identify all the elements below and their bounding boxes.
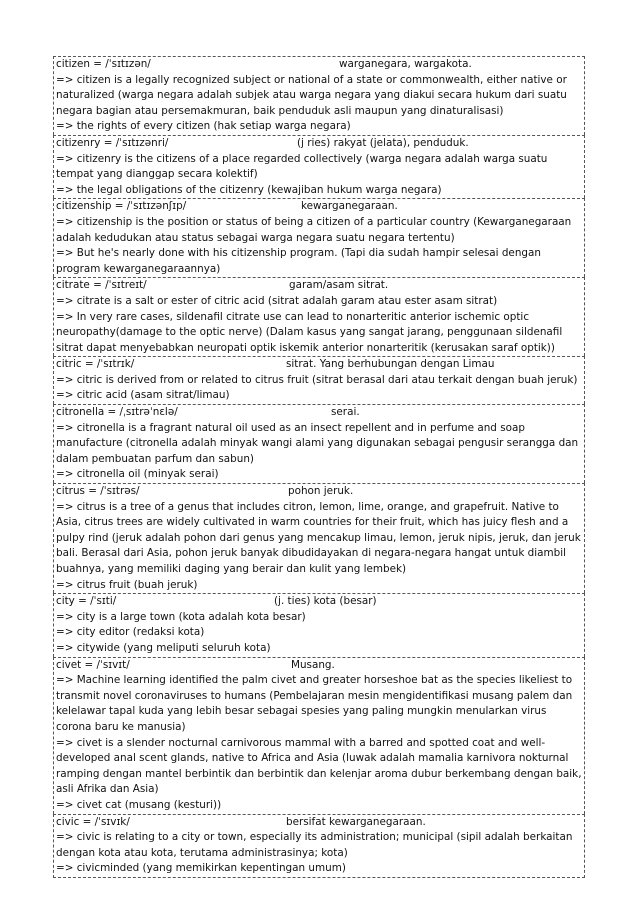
dictionary-entry — [53, 483, 585, 593]
dictionary-entry — [53, 593, 585, 656]
example-line: => citizen is a legally recognized subject or national of a state or commonwealth, either native or naturalized (warga negara adalah subjek atau warga negara yang diakui secara hukum dari suatu negara bagian atau persemakmuran, baik penduduk asli maupun yang dinaturalisasi) — [56, 73, 567, 117]
entry-header — [56, 136, 582, 152]
entry-header — [56, 357, 582, 373]
headword: citrate = /ˈsɪtreɪt/ — [56, 279, 147, 292]
translation: (j. ties) kota (besar) — [274, 595, 377, 608]
headword: citizenship = /ˈsɪtɪzənʃɪp/ — [56, 200, 187, 213]
translation: pohon jeruk. — [288, 485, 354, 498]
entry-header — [56, 199, 582, 215]
example-line: => citronella oil (minyak serai) — [56, 468, 219, 481]
translation: garam/asam sitrat. — [289, 279, 389, 292]
entry-header — [56, 405, 582, 421]
dictionary-entry — [53, 277, 585, 356]
translation: warganegara, wargakota. — [339, 58, 472, 70]
entry-header — [56, 484, 582, 500]
headword: citronella = /ˌsɪtrəˈnɛlə/ — [56, 406, 178, 419]
entry-header — [56, 57, 582, 73]
dictionary-entry — [53, 198, 585, 277]
entry-header — [56, 815, 582, 831]
dictionary-page — [53, 56, 585, 878]
example-line: => Machine learning identified the palm civet and greater horseshoe bat as the species likeliest to transmit novel coronaviruses to humans (Pembelajaran mesin mengidentifikasi musang palem dan kelelawar tapal kuda yang lebih besar sebagai spesies yang paling mungkin menularkan virus corona baru ke manusia) — [56, 674, 573, 733]
dictionary-entry — [53, 56, 585, 135]
example-line: => In very rare cases, sildenafil citrate use can lead to nonarteritic anterior ischemic optic neuropathy(damage to the optic nerve) (Dalam kasus yang sangat jarang, penggunaan sildenafil sitrat dapat menyebabkan neuropati optik iskemik anterior nonarteritik (kerusakan saraf optik)) — [56, 310, 563, 354]
example-line: => civic is relating to a city or town, especially its administration; municipal (sipil adalah berkaitan dengan kota atau kota, terutama administrasinya; kota) — [56, 831, 573, 859]
example-line: => civet is a slender nocturnal carnivorous mammal with a barred and spotted coat and well-developed anal scent glands, native to Africa and Asia (luwak adalah mamalia karnivora nokturnal ramping dengan mantel berbintik dan berbintik dan kelenjar aroma dubur berkembang dengan baik, asli Afrika dan Asia) — [56, 736, 582, 796]
headword: city = /ˈsɪti/ — [56, 595, 117, 608]
translation: kewarganegaraan. — [301, 200, 398, 213]
example-line: => citric acid (asam sitrat/limau) — [56, 389, 230, 402]
dictionary-entry — [53, 814, 585, 878]
headword: citric = /ˈsɪtrɪk/ — [56, 358, 135, 371]
example-line: => city editor (redaksi kota) — [56, 626, 205, 639]
example-line: => the rights of every citizen (hak setiap warga negara) — [56, 120, 351, 133]
entry-header — [56, 658, 582, 674]
example-line: => citrus is a tree of a genus that includes citron, lemon, lime, orange, and grapefruit. Native to Asia, citrus trees are widely cultivated in warm countries for their fruit, which has juicy flesh and a pulpy rind (jeruk adalah pohon dari genus yang mencakup limau, lemon, jeruk nipis, jeruk, dan jeruk bali. Berasal dari Asia, pohon jeruk banyak dibudidayakan di negara-negara hangat untuk diambil buahnya, yang memiliki daging yang berair dan kulit yang lembek) — [56, 500, 581, 575]
example-line: => citrus fruit (buah jeruk) — [56, 578, 198, 591]
translation: bersifat kewarganegaraan. — [286, 815, 426, 828]
example-line: => the legal obligations of the citizenry (kewajiban hukum warga negara) — [56, 183, 442, 196]
entry-header — [56, 278, 582, 294]
dictionary-entry — [53, 356, 585, 404]
translation: Musang. — [291, 658, 335, 671]
translation: serai. — [331, 406, 360, 419]
example-line: => But he's nearly done with his citizenship program. (Tapi dia sudah hampir selesai dengan program kewarganegaraannya) — [56, 247, 541, 275]
headword: civic = /ˈsɪvɪk/ — [56, 815, 130, 828]
example-line: => citizenry is the citizens of a place regarded collectively (warga negara adalah warga suatu tempat yang dianggap secara kolektif) — [56, 152, 548, 181]
dictionary-entry — [53, 404, 585, 483]
headword: citizenry = /ˈsɪtɪzənri/ — [56, 136, 169, 149]
headword: citrus = /ˈsɪtrəs/ — [56, 485, 140, 498]
example-line: => citizenship is the position or status of being a citizen of a particular country (Kewarganegaraan adalah kedudukan atau status sebagai warga negara suatu negara tertentu) — [56, 215, 572, 244]
example-line: => citrate is a salt or ester of citric acid (sitrat adalah garam atau ester asam sitrat) — [56, 294, 498, 307]
example-line: => citywide (yang meliputi seluruh kota) — [56, 641, 271, 654]
example-line: => civicminded (yang memikirkan kepentingan umum) — [56, 862, 346, 875]
entry-header — [56, 594, 582, 610]
headword: citizen = /ˈsɪtɪzən/ — [56, 58, 151, 70]
example-line: => civet cat (musang (kesturi)) — [56, 798, 222, 811]
headword: civet = /ˈsɪvɪt/ — [56, 658, 130, 671]
dictionary-entry — [53, 135, 585, 198]
dictionary-entry — [53, 657, 585, 814]
translation: sitrat. Yang berhubungan dengan Limau — [286, 358, 495, 371]
translation: (j ries) rakyat (jelata), penduduk. — [297, 136, 469, 149]
example-line: => citronella is a fragrant natural oil used as an insect repellent and in perfume and soap manufacture (citronella adalah minyak wangi alami yang digunakan sebagai pengusir serangga dan dalam pembuatan parfum dan sabun) — [56, 421, 579, 465]
example-line: => city is a large town (kota adalah kota besar) — [56, 610, 306, 623]
example-line: => citric is derived from or related to citrus fruit (sitrat berasal dari atau terkait dengan buah jeruk) — [56, 373, 578, 386]
